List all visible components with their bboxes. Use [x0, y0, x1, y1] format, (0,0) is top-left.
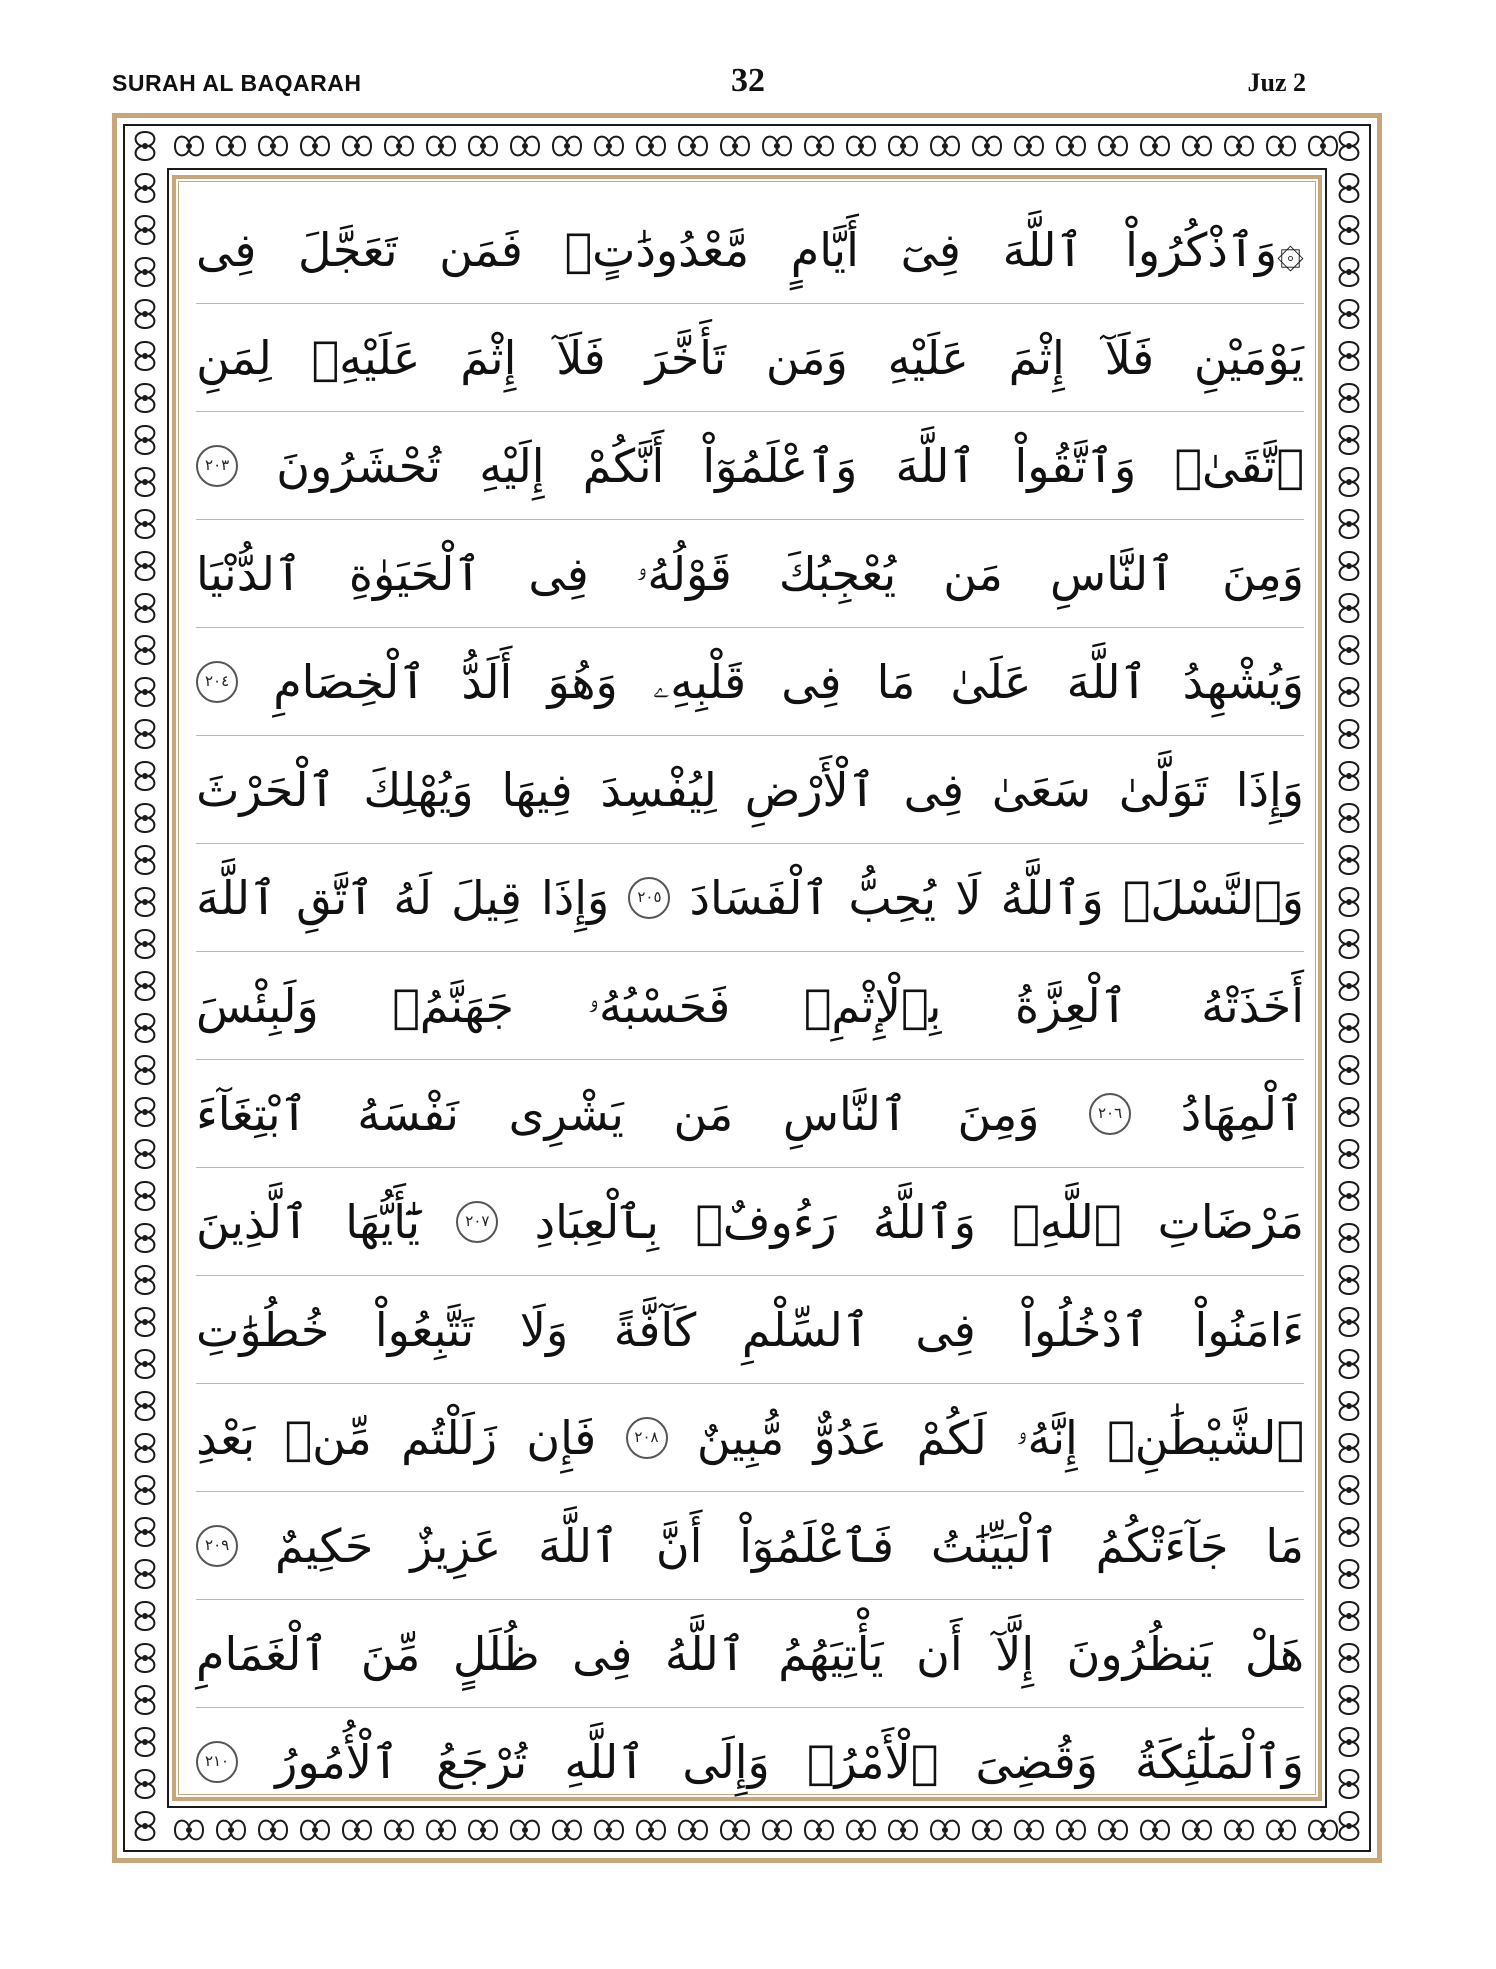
verse-lines: [196, 196, 1304, 1815]
verse-word: ظُلَلٍ: [452, 1626, 540, 1681]
verse-word: هَلْ: [1244, 1626, 1304, 1681]
verse-word: يَأْتِيَهُمُ: [778, 1626, 884, 1681]
border-motif: [343, 1821, 371, 1840]
verse-word: جَآءَتْكُمُ: [1095, 1518, 1229, 1573]
verse-line: [196, 844, 1304, 952]
border-motif: [136, 888, 155, 916]
border-motif: [1340, 468, 1359, 496]
border-motif: [1340, 132, 1359, 160]
border-motif: [1340, 888, 1359, 916]
verse-word: يُحِبُّ: [848, 870, 937, 925]
verse-word: ٱلْغَمَامِ: [196, 1626, 329, 1681]
verse-word: بِٱلْعِبَادِ: [534, 1194, 659, 1249]
verse-word: قِيلَ: [451, 870, 522, 925]
verse-word: وَٱلْمَلَٰٓئِكَةُ: [1135, 1734, 1304, 1789]
verse-word: فَلَآ: [1104, 330, 1155, 385]
verse-word: فَإِن: [526, 1410, 597, 1465]
verse-word: ٱلْأُمُورُ: [275, 1734, 399, 1789]
verse-word: تُحْشَرُونَ: [276, 438, 442, 493]
verse-word: مَّعْدُودَٰتٍۚ: [564, 222, 750, 277]
ayah-number-marker: ٢١٠: [196, 1741, 238, 1783]
verse-word: ٱتَّقَىٰۗ: [1174, 438, 1304, 493]
verse-word: ٱتَّقِ: [296, 870, 375, 925]
border-motif: [553, 1821, 581, 1840]
verse-word: عَدُوٌّ: [813, 1410, 888, 1465]
border-motif: [175, 137, 203, 156]
border-motif: [1340, 1476, 1359, 1504]
border-motif: [217, 1821, 245, 1840]
verse-word: إِلَّآ: [995, 1626, 1035, 1681]
border-motif: [1057, 137, 1085, 156]
verse-word: تَوَلَّىٰ: [1118, 762, 1208, 817]
verse-word: زَلَلْتُم: [401, 1410, 498, 1465]
border-motif: [1340, 300, 1359, 328]
verse-line: [196, 952, 1304, 1060]
border-motif: [136, 594, 155, 622]
verse-word: يَنظُرُونَ: [1066, 1626, 1213, 1681]
border-motif: [1340, 636, 1359, 664]
verse-word: أَلَدُّ: [461, 654, 513, 709]
verse-line: [196, 1168, 1304, 1276]
border-motif: [931, 137, 959, 156]
border-motif: [136, 468, 155, 496]
verse-word: ٱلْأَرْضِ: [744, 762, 876, 817]
verse-word: بَعْدِ: [196, 1410, 256, 1465]
verse-word: إِلَيْهِ: [479, 438, 545, 493]
border-motif: [136, 552, 155, 580]
border-motif: [763, 1821, 791, 1840]
border-motif: [136, 1602, 155, 1630]
verse-word: سَعَىٰ: [991, 762, 1091, 817]
verse-word: تَعَجَّلَ: [298, 222, 398, 277]
border-motif: [1267, 1821, 1295, 1840]
verse-word: إِنَّهُۥ: [1016, 1410, 1078, 1465]
verse-word: عَلَيْهِ: [887, 330, 969, 385]
ayah-number-marker: ٢٠٣: [196, 445, 238, 487]
verse-word: وَٱعْلَمُوٓاْ: [702, 438, 858, 493]
verse-word: قَلْبِهِۦ: [652, 654, 747, 709]
border-motif: [136, 510, 155, 538]
border-motif: [136, 1686, 155, 1714]
border-motif: [1340, 1728, 1359, 1756]
border-motif: [343, 137, 371, 156]
border-motif: [136, 1140, 155, 1168]
border-motif: [1340, 930, 1359, 958]
border-motif: [136, 1812, 155, 1840]
border-motif: [1183, 137, 1211, 156]
border-motif: [1340, 804, 1359, 832]
verse-word: مَا: [876, 654, 916, 709]
border-motif: [595, 137, 623, 156]
border-motif: [553, 137, 581, 156]
verse-word: أَن: [916, 1626, 963, 1681]
border-motif: [136, 1476, 155, 1504]
border-motif: [1340, 1392, 1359, 1420]
border-motif: [1340, 552, 1359, 580]
border-motif: [1340, 1560, 1359, 1588]
border-motif: [136, 720, 155, 748]
border-motif: [136, 1098, 155, 1126]
verse-word: وَٱتَّقُواْ: [1014, 438, 1137, 493]
verse-line: [196, 736, 1304, 844]
verse-word: وَيُشْهِدُ: [1182, 654, 1304, 709]
border-motif: [259, 137, 287, 156]
border-motif: [136, 762, 155, 790]
verse-word: وَٱللَّهُ: [1000, 870, 1104, 925]
border-motif: [1340, 720, 1359, 748]
border-motif: [931, 1821, 959, 1840]
ayah-number-marker: ٢٠٧: [456, 1201, 498, 1243]
border-motif: [1141, 137, 1169, 156]
border-motif: [136, 1560, 155, 1588]
border-motif: [1340, 1350, 1359, 1378]
verse-line: [196, 412, 1304, 520]
ayah-number-marker: ٢٠٥: [628, 877, 670, 919]
verse-word: ٱلْبَيِّنَٰتُ: [930, 1518, 1059, 1573]
ayah-number-marker: ٢٠٦: [1089, 1093, 1131, 1135]
border-motif: [679, 137, 707, 156]
verse-word: ۞وَٱذْكُرُواْ: [1125, 222, 1304, 277]
verse-word: ٱلنَّاسِ: [782, 1086, 908, 1141]
border-motif: [1183, 1821, 1211, 1840]
border-motif: [427, 137, 455, 156]
border-motif: [1340, 1098, 1359, 1126]
verse-word: عَلَىٰ: [950, 654, 1032, 709]
verse-word: عَلَيْهِۖ: [311, 330, 421, 385]
border-motif: [136, 1434, 155, 1462]
border-motif: [136, 804, 155, 832]
border-motif: [511, 137, 539, 156]
verse-word: يَشْرِى: [508, 1086, 624, 1141]
verse-word: ٱلَّذِينَ: [196, 1194, 309, 1249]
verse-word: قَوْلُهُۥ: [635, 546, 732, 601]
border-motif: [511, 1821, 539, 1840]
verse-word: إِثْمَ: [1008, 330, 1065, 385]
verse-word: وَٱلنَّسْلَۚ: [1122, 870, 1304, 925]
verse-line: [196, 520, 1304, 628]
border-motif: [1340, 846, 1359, 874]
border-motif: [1340, 1182, 1359, 1210]
border-motif: [847, 1821, 875, 1840]
border-motif: [1340, 1686, 1359, 1714]
verse-word: أَخَذَتْهُ: [1201, 978, 1304, 1033]
verse-word: فِيهَا: [501, 762, 573, 817]
border-motif: [1309, 1821, 1337, 1840]
verse-word: رَءُوفٌۢ: [695, 1194, 837, 1249]
ayah-number-marker: ٢٠٤: [196, 661, 238, 703]
border-motif: [805, 1821, 833, 1840]
border-motif: [805, 137, 833, 156]
verse-word: وَٱللَّهُ: [872, 1194, 976, 1249]
verse-word: ٱللَّهَ: [538, 1518, 619, 1573]
border-motif: [1340, 1014, 1359, 1042]
verse-word: ٱلْمِهَادُ: [1180, 1086, 1304, 1141]
border-motif: [679, 1821, 707, 1840]
border-motif: [721, 1821, 749, 1840]
ayah-number-marker: ٢٠٨: [626, 1417, 668, 1459]
border-motif: [1340, 1266, 1359, 1294]
verse-line: [196, 1060, 1304, 1168]
verse-word: تَأَخَّرَ: [645, 330, 727, 385]
verse-word: خُطُوَٰتِ: [196, 1302, 330, 1357]
verse-word: فِى: [572, 1626, 633, 1681]
border-motif: [136, 1182, 155, 1210]
verse-word: مَا: [1265, 1518, 1304, 1573]
border-motif: [889, 137, 917, 156]
verse-word: ٱلشَّيْطَٰنِۚ: [1107, 1410, 1304, 1465]
verse-word: ٱلْأَمْرُۚ: [806, 1734, 939, 1789]
verse-word: وَإِذَا: [541, 870, 610, 925]
border-motif: [259, 1821, 287, 1840]
verse-word: نَفْسَهُ: [357, 1086, 459, 1141]
verse-word: ٱللَّهَ: [1002, 222, 1084, 277]
border-motif: [763, 137, 791, 156]
border-motif: [1267, 137, 1295, 156]
verse-word: ٱلْحَرْثَ: [196, 762, 336, 817]
border-motif: [1340, 1224, 1359, 1252]
verse-word: ٱبْتِغَآءَ: [196, 1086, 308, 1141]
border-motif: [1225, 1821, 1253, 1840]
border-motif: [1340, 216, 1359, 244]
border-motif: [136, 258, 155, 286]
border-motif: [136, 1770, 155, 1798]
border-motif: [136, 636, 155, 664]
verse-word: بِٱلْإِثْمِۚ: [803, 978, 942, 1033]
border-motif: [136, 384, 155, 412]
verse-word: جَهَنَّمُۖ: [392, 978, 514, 1033]
verse-word: وَهُوَ: [547, 654, 618, 709]
border-motif: [136, 132, 155, 160]
verse-word: وَقُضِىَ: [975, 1734, 1098, 1789]
verse-word: ٱللَّهَ: [895, 438, 977, 493]
verse-word: فِى: [196, 222, 257, 277]
border-motif: [136, 342, 155, 370]
border-motif: [136, 1728, 155, 1756]
verse-word: فِى: [781, 654, 842, 709]
verse-word: ٱلْخِصَامِ: [273, 654, 427, 709]
border-motif: [136, 300, 155, 328]
border-motif: [136, 1056, 155, 1084]
verse-word: مِّنۢ: [284, 1410, 372, 1465]
verse-line: [196, 304, 1304, 412]
border-motif: [136, 846, 155, 874]
border-motif: [136, 174, 155, 202]
border-motif: [1340, 384, 1359, 412]
verse-word: فَٱعْلَمُوٓاْ: [739, 1518, 895, 1573]
verse-word: وَلَا: [519, 1302, 569, 1357]
border-motif: [1015, 137, 1043, 156]
border-motif: [385, 1821, 413, 1840]
verse-word: لَا: [955, 870, 982, 925]
verse-word: تُرْجَعُ: [436, 1734, 528, 1789]
verse-word: ٱلْحَيَوٰةِ: [348, 546, 482, 601]
border-motif: [1340, 426, 1359, 454]
border-motif: [136, 1014, 155, 1042]
verse-word: ٱدْخُلُواْ: [1021, 1302, 1149, 1357]
border-motif: [721, 137, 749, 156]
verse-word: ٱللَّهُ: [664, 1626, 746, 1681]
border-motif: [1340, 174, 1359, 202]
border-motif: [1340, 972, 1359, 1000]
verse-word: يَوْمَيْنِ: [1193, 330, 1304, 385]
border-motif: [1340, 1056, 1359, 1084]
verse-word: فَمَن: [439, 222, 523, 277]
ayah-number-marker: ٢٠٩: [196, 1525, 238, 1567]
verse-word: إِثْمَ: [460, 330, 517, 385]
verse-word: وَمَن: [765, 330, 848, 385]
verse-line: [196, 628, 1304, 736]
verse-word: مَن: [673, 1086, 734, 1141]
border-motif: [1340, 678, 1359, 706]
verse-word: لِيُفْسِدَ: [600, 762, 717, 817]
border-motif: [1340, 1434, 1359, 1462]
border-motif: [1340, 1140, 1359, 1168]
verse-word: أَيَّامٍ: [790, 222, 859, 277]
juz-label: Juz 2: [1247, 68, 1306, 97]
verse-word: فِىٓ: [900, 222, 961, 277]
verse-word: يَٰٓأَيُّهَا: [345, 1194, 421, 1249]
border-motif: [136, 1518, 155, 1546]
verse-word: حَكِيمٌ: [274, 1518, 374, 1573]
border-motif: [637, 137, 665, 156]
border-motif: [1099, 1821, 1127, 1840]
border-motif: [973, 137, 1001, 156]
verse-word: مَرْضَاتِ: [1157, 1194, 1304, 1249]
verse-word: لَهُ: [393, 870, 433, 925]
verse-line: [196, 1384, 1304, 1492]
border-motif: [637, 1821, 665, 1840]
verse-word: ٱلنَّاسِ: [1050, 546, 1176, 601]
border-motif: [136, 1308, 155, 1336]
page-number: 32: [731, 62, 765, 99]
verse-word: كَآفَّةً: [613, 1302, 697, 1357]
verse-word: وَإِذَا: [1235, 762, 1304, 817]
border-motif: [973, 1821, 1001, 1840]
border-motif: [136, 1392, 155, 1420]
verse-word: ٱللَّهَ: [196, 870, 277, 925]
verse-word: عَزِيزٌ: [410, 1518, 502, 1573]
verse-word: ٱلْعِزَّةُ: [1014, 978, 1128, 1033]
border-motif: [1340, 1812, 1359, 1840]
border-motif: [301, 137, 329, 156]
verse-word: فِى: [903, 762, 964, 817]
verse-line: [196, 1492, 1304, 1600]
verse-word: ءَامَنُواْ: [1194, 1302, 1304, 1357]
verse-word: أَنَّ: [655, 1518, 703, 1573]
border-motif: [1099, 137, 1127, 156]
border-motif: [1340, 1644, 1359, 1672]
border-motif: [1340, 762, 1359, 790]
verse-word: وَلَبِئْسَ: [196, 978, 319, 1033]
border-motif: [1309, 137, 1337, 156]
border-motif: [136, 972, 155, 1000]
border-motif: [136, 930, 155, 958]
verse-line: [196, 196, 1304, 304]
border-motif: [889, 1821, 917, 1840]
border-motif: [301, 1821, 329, 1840]
verse-word: وَيُهْلِكَ: [363, 762, 474, 817]
border-motif: [595, 1821, 623, 1840]
verse-word: ٱللَّهَ: [1066, 654, 1148, 709]
verse-word: تَتَّبِعُواْ: [374, 1302, 475, 1357]
border-motif: [136, 216, 155, 244]
border-motif: [1340, 1770, 1359, 1798]
verse-word: فِى: [528, 546, 589, 601]
verse-word: لَكُمْ: [916, 1410, 987, 1465]
border-motif: [175, 1821, 203, 1840]
border-motif: [1340, 510, 1359, 538]
verse-line: [196, 1708, 1304, 1815]
border-motif: [136, 1266, 155, 1294]
border-motif: [1340, 1518, 1359, 1546]
border-motif: [1340, 594, 1359, 622]
border-motif: [136, 1644, 155, 1672]
verse-word: ٱلسِّلْمِ: [741, 1302, 870, 1357]
border-motif: [427, 1821, 455, 1840]
verse-word: فَحَسْبُهُۥ: [587, 978, 731, 1033]
verse-word: وَمِنَ: [957, 1086, 1040, 1141]
verse-word: لِمَنِ: [196, 330, 272, 385]
border-motif: [1340, 342, 1359, 370]
verse-word: ٱلْفَسَادَ: [689, 870, 830, 925]
border-motif: [136, 1224, 155, 1252]
border-motif: [1340, 1308, 1359, 1336]
verse-word: ٱللَّهِ: [564, 1734, 646, 1789]
verse-line: [196, 1276, 1304, 1384]
border-motif: [136, 678, 155, 706]
border-motif: [385, 137, 413, 156]
verse-word: يُعْجِبُكَ: [778, 546, 897, 601]
border-motif: [847, 137, 875, 156]
border-motif: [217, 137, 245, 156]
border-motif: [1015, 1821, 1043, 1840]
border-motif: [469, 1821, 497, 1840]
border-motif: [1340, 1602, 1359, 1630]
verse-word: وَمِنَ: [1222, 546, 1304, 601]
verse-word: أَنَّكُمْ: [582, 438, 665, 493]
verse-word: مِّنَ: [360, 1626, 421, 1681]
border-motif: [136, 426, 155, 454]
border-motif: [1340, 258, 1359, 286]
verse-word: ٱلدُّنْيَا: [196, 546, 302, 601]
verse-word: وَإِلَى: [682, 1734, 770, 1789]
verse-word: فَلَآ: [556, 330, 606, 385]
verse-word: مَن: [943, 546, 1003, 601]
verse-line: [196, 1600, 1304, 1708]
border-motif: [1057, 1821, 1085, 1840]
verse-word: مُّبِينٌ: [696, 1410, 785, 1465]
border-motif: [469, 137, 497, 156]
surah-title: SURAH AL BAQARAH: [112, 70, 362, 96]
border-motif: [136, 1350, 155, 1378]
border-motif: [1225, 137, 1253, 156]
verse-word: ٱللَّهِۗ: [1012, 1194, 1122, 1249]
verse-word: فِى: [915, 1302, 976, 1357]
border-motif: [1141, 1821, 1169, 1840]
